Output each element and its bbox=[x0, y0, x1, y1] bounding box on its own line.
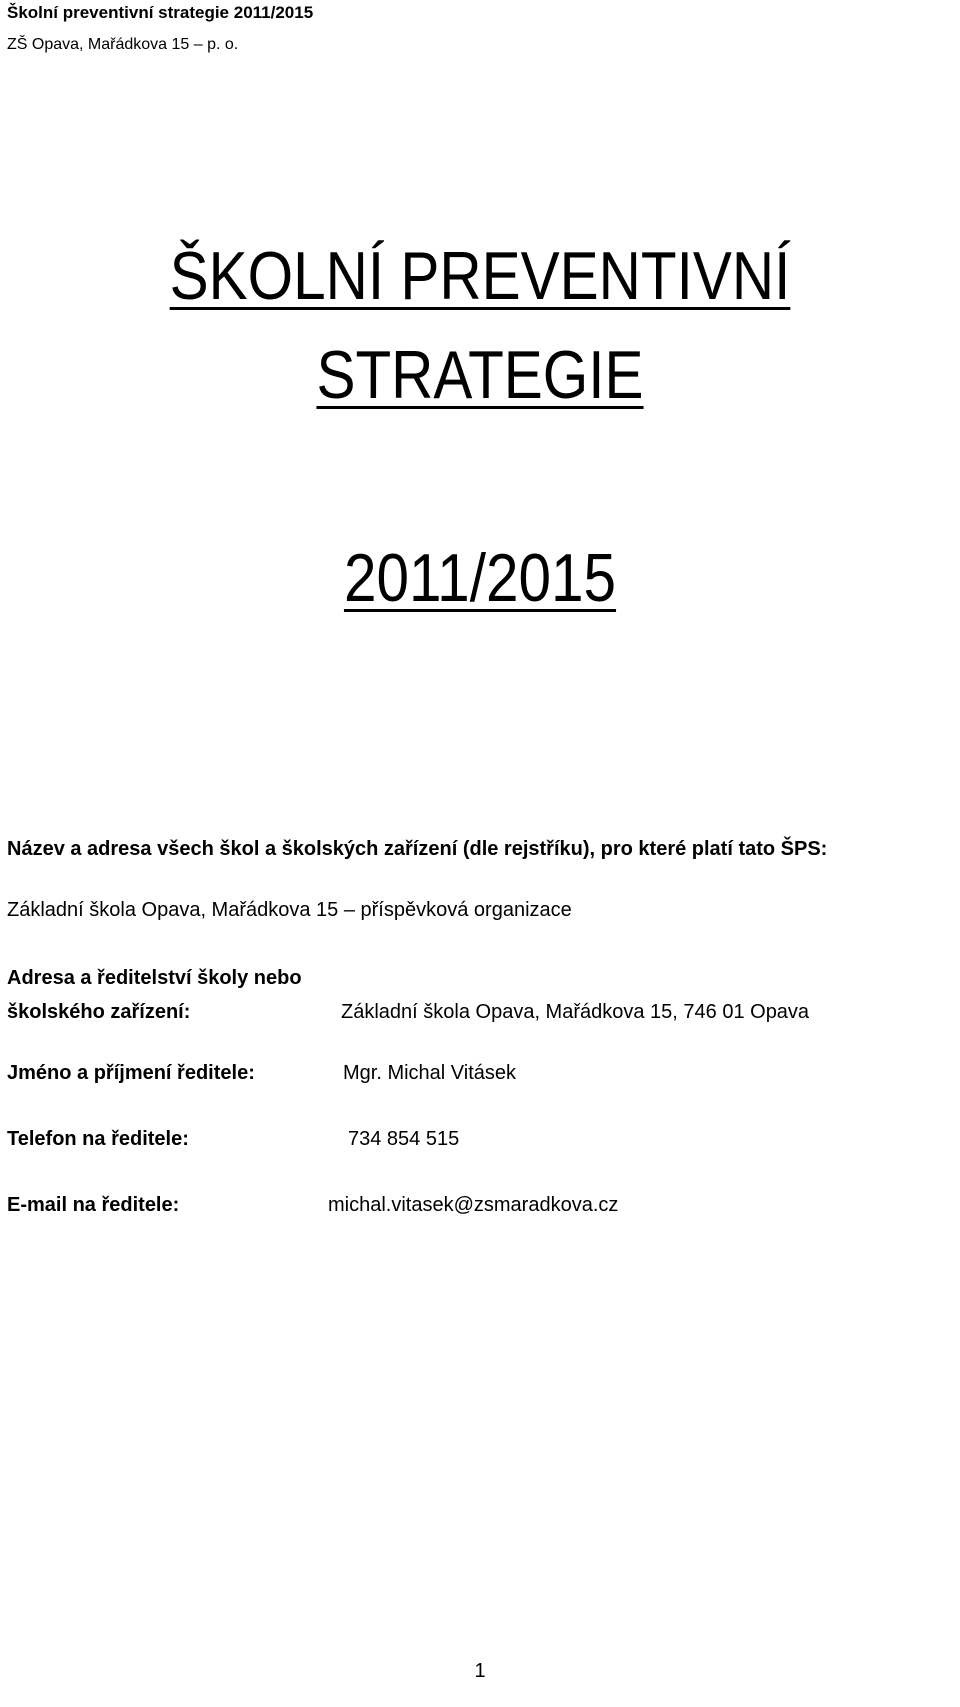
phone-label: Telefon na ředitele: bbox=[7, 1128, 189, 1150]
address-row bbox=[7, 999, 810, 1025]
address-label-1: Adresa a ředitelství školy nebo bbox=[7, 967, 302, 989]
document-title-years: 2011/2015 bbox=[343, 540, 617, 616]
director-row bbox=[7, 1060, 517, 1086]
address-label-2: školského zařízení: bbox=[7, 1001, 191, 1023]
phone-value: 734 854 515 bbox=[348, 1128, 460, 1150]
address-value: Základní škola Opava, Mařádkova 15, 746 01 Opava bbox=[341, 1001, 810, 1023]
director-value: Mgr. Michal Vitásek bbox=[343, 1062, 517, 1084]
school-name: Základní škola Opava, Mařádkova 15 – příspěvková organizace bbox=[7, 899, 572, 921]
email-value: michal.vitasek@zsmaradkova.cz bbox=[328, 1194, 619, 1216]
email-label: E-mail na ředitele: bbox=[7, 1194, 180, 1216]
document-title-line-1: ŠKOLNÍ PREVENTIVNÍ bbox=[169, 238, 791, 314]
header-school: ZŠ Opava, Mařádkova 15 – p. o. bbox=[7, 36, 239, 53]
director-label: Jméno a příjmení ředitele: bbox=[7, 1062, 255, 1084]
running-header bbox=[7, 0, 313, 57]
page-number: 1 bbox=[474, 1660, 486, 1682]
intro-heading: Název a adresa všech škol a školských zařízení (dle rejstříku), pro které platí tato ŠPS: bbox=[7, 838, 828, 860]
phone-row bbox=[7, 1126, 460, 1152]
header-title: Školní preventivní strategie 2011/2015 bbox=[7, 3, 314, 22]
email-row bbox=[7, 1192, 619, 1218]
document-title-line-2: STRATEGIE bbox=[316, 337, 644, 413]
address-label-row bbox=[7, 965, 302, 991]
